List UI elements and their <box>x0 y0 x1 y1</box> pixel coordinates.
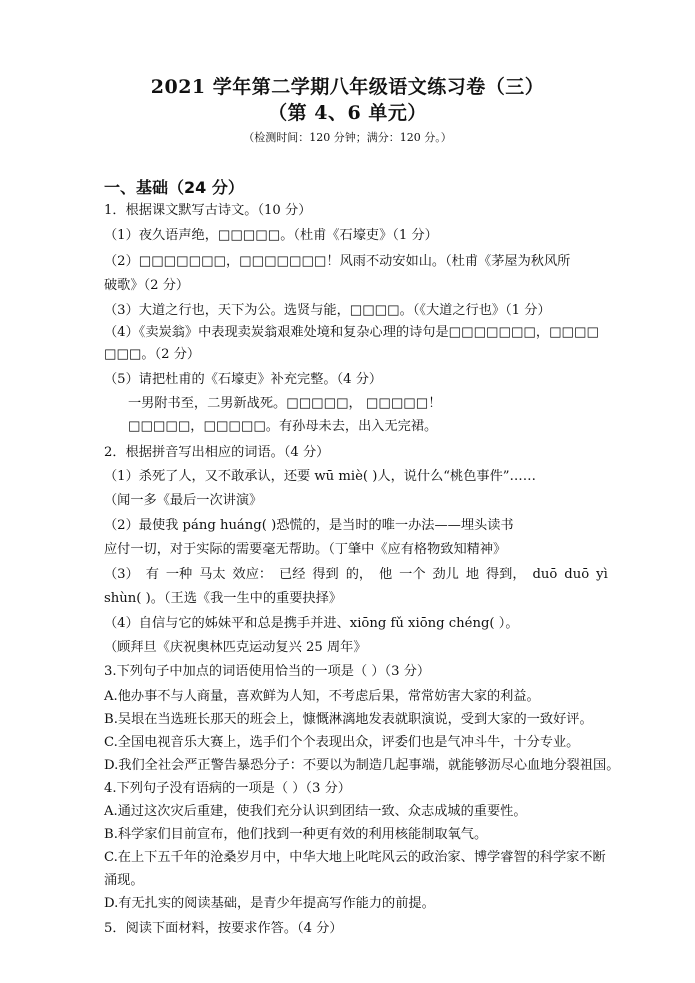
q4-stem: 4.下列句子没有语病的一项是（ ）（3 分） <box>104 781 351 796</box>
q2-item3-token: 他 <box>379 567 393 582</box>
q2-item3-token: 一个 <box>399 567 426 582</box>
q2-item3-line2: shùn( )。（王选《我一生中的重要抉择》 <box>104 591 342 606</box>
q2-item3-token: 马太 <box>199 567 226 582</box>
q2-item3-token: 效应： <box>232 567 273 582</box>
q1-item1: （1）夜久语声绝，□□□□□。（杜甫《石壕吏》（1 分） <box>104 228 438 243</box>
q2-item1-line2: （闻一多《最后一次讲演》 <box>104 493 263 508</box>
exam-info: （检测时间：120 分钟；满分：120 分。） <box>243 131 452 144</box>
q2-item3-token: 劲儿 <box>432 567 459 582</box>
q2-item3-token: 已经 <box>279 567 306 582</box>
q2-item2-line2: 应付一切，对于实际的需要毫无帮助。（丁肇中《应有格物致知精神》 <box>104 542 507 557</box>
q2-item3-token: 的， <box>345 567 373 582</box>
q1-item2-line1: （2）□□□□□□□，□□□□□□□！风雨不动安如山。（杜甫《茅屋为秋风所 <box>104 254 571 269</box>
q2-item3-token: 得到 <box>312 567 339 582</box>
q2-item3-token: duō <box>564 567 590 582</box>
q4-option-a: A.通过这次灾后重建，使我们充分认识到团结一致、众志成城的重要性。 <box>104 804 527 819</box>
q1-item5: （5）请把杜甫的《石壕吏》补充完整。（4 分） <box>104 372 383 387</box>
q2-item3-token: 地 <box>465 567 479 582</box>
q1-item5-verse1: 一男附书至，二男新战死。□□□□□， □□□□□！ <box>128 396 442 411</box>
q2-item3-token: 一种 <box>165 567 193 582</box>
section-heading: 一、基础（24 分） <box>104 178 244 197</box>
q4-option-b: B.科学家们目前宣布，他们找到一种更有效的利用核能制取氧气。 <box>104 827 488 842</box>
q1-item4-line2: □□□。（2 分） <box>104 347 201 362</box>
q1-stem: 1．根据课文默写古诗文。（10 分） <box>104 203 312 218</box>
q3-option-d: D.我们全社会严正警告暴恐分子：不要以为制造几起事端，就能够沥尽心血地分裂祖国。 <box>104 758 620 773</box>
q4-option-c-line1: C.在上下五千年的沧桑岁月中，中华大地上叱咤风云的政治家、博学睿智的科学家不断 <box>104 850 606 865</box>
q3-option-b: B.吴垠在当选班长那天的班会上，慷慨淋漓地发表就职演说，受到大家的一致好评。 <box>104 712 593 727</box>
q1-item3: （3）大道之行也，天下为公。选贤与能，□□□□。（《大道之行也》（1 分） <box>104 303 551 318</box>
q4-option-c-line2: 涌现。 <box>104 873 144 888</box>
q1-item5-verse2: □□□□□，□□□□□。有孙母未去，出入无完裙。 <box>128 419 438 434</box>
q5-stem: 5．阅读下面材料，按要求作答。（4 分） <box>104 921 343 936</box>
q2-item3-token: 有 <box>145 567 159 582</box>
q2-item2-line1: （2）最使我 páng huáng( )恐慌的，是当时的唯一办法——埋头读书 <box>104 518 514 533</box>
q2-item3-token: duō <box>532 567 558 582</box>
q2-item4-line2: （顾拜旦《庆祝奥林匹克运动复兴 25 周年》 <box>104 640 367 655</box>
q2-item3-token: （3） <box>104 567 139 582</box>
q2-item1-line1: （1）杀死了人，又不敢承认，还要 wū miè( )人，说什么“桃色事件”…… <box>104 469 536 484</box>
q2-item4-line1: （4）自信与它的姊妹平和总是携手并进、xiōng fǔ xiōng chéng( ）。 <box>104 616 519 631</box>
exam-title: 2021 学年第二学期八年级语文练习卷（三） <box>150 76 545 98</box>
q2-item3-token: yì <box>596 567 608 582</box>
q4-option-d: D.有无扎实的阅读基础，是青少年提高写作能力的前提。 <box>104 896 435 911</box>
q2-item3-token: 得到， <box>485 567 526 582</box>
q1-item2-line2: 破歌》（2 分） <box>104 278 190 293</box>
q2-stem: 2．根据拼音写出相应的词语。（4 分） <box>104 445 330 460</box>
q2-item3-line1 <box>104 566 608 584</box>
q3-option-a: A.他办事不与人商量，喜欢鲜为人知，不考虑后果，常常妨害大家的利益。 <box>104 689 540 704</box>
q3-stem: 3.下列句子中加点的词语使用恰当的一项是（ ）（3 分） <box>104 664 431 679</box>
q3-option-c: C.全国电视音乐大赛上，选手们个个表现出众，评委们也是气冲斗牛，十分专业。 <box>104 735 580 750</box>
exam-unit-subtitle: （第 4、6 单元） <box>268 102 427 124</box>
q1-item4-line1: （4）《卖炭翁》中表现卖炭翁艰难处境和复杂心理的诗句是□□□□□□□，□□□□ <box>104 325 599 340</box>
